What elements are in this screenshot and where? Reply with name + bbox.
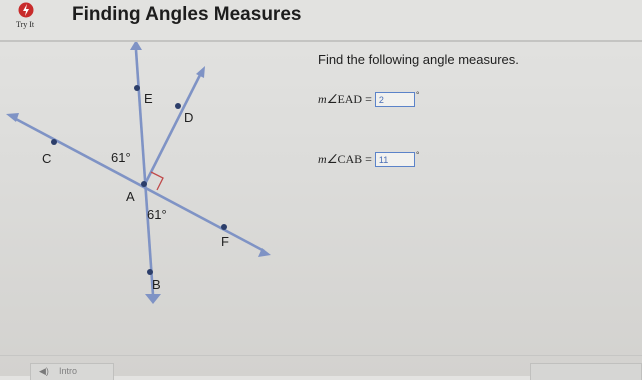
angle-diagram [0, 42, 310, 312]
degree-symbol: ° [415, 150, 420, 160]
point-a [141, 181, 147, 187]
question-label-ead: m∠EAD = [318, 91, 372, 106]
label-a: A [126, 189, 135, 204]
point-e [134, 85, 140, 91]
right-angle-marker [151, 172, 163, 190]
question-row-cab [318, 150, 420, 168]
label-b: B [152, 277, 161, 292]
intro-label: Intro [59, 366, 78, 376]
label-c: C [42, 151, 52, 166]
page-title: Finding Angles Measures [72, 4, 302, 25]
instructions-text: Find the following angle measures. [318, 52, 519, 67]
header-bar [0, 0, 642, 40]
tryit-label: Try It [16, 20, 35, 29]
degree-symbol: ° [415, 90, 420, 100]
line-cf [14, 118, 264, 251]
label-f: F [221, 234, 229, 249]
answer-input-cab[interactable]: 11 [375, 152, 415, 167]
intro-button[interactable] [30, 363, 114, 380]
arrowhead-bottom-ray-b [145, 294, 161, 304]
label-e: E [144, 91, 153, 106]
answer-input-ead[interactable]: 2 [375, 92, 415, 107]
question-label-cab: m∠CAB = [318, 151, 372, 166]
arrowhead-ray-d [196, 66, 205, 78]
footer-nav-button[interactable] [530, 363, 642, 380]
point-c [51, 139, 57, 145]
speaker-icon: ◀) [39, 366, 49, 376]
point-f [221, 224, 227, 230]
question-row-ead [318, 90, 419, 108]
angle-label-bottom: 61° [147, 207, 167, 222]
arrowhead-top-ray-e [130, 42, 142, 50]
point-d [175, 103, 181, 109]
point-b [147, 269, 153, 275]
label-d: D [184, 110, 194, 125]
footer-bar [0, 355, 642, 376]
footer-divider [0, 355, 642, 356]
lightning-icon [18, 2, 34, 18]
ray-ad [145, 73, 201, 184]
angle-label-top: 61° [111, 150, 131, 165]
